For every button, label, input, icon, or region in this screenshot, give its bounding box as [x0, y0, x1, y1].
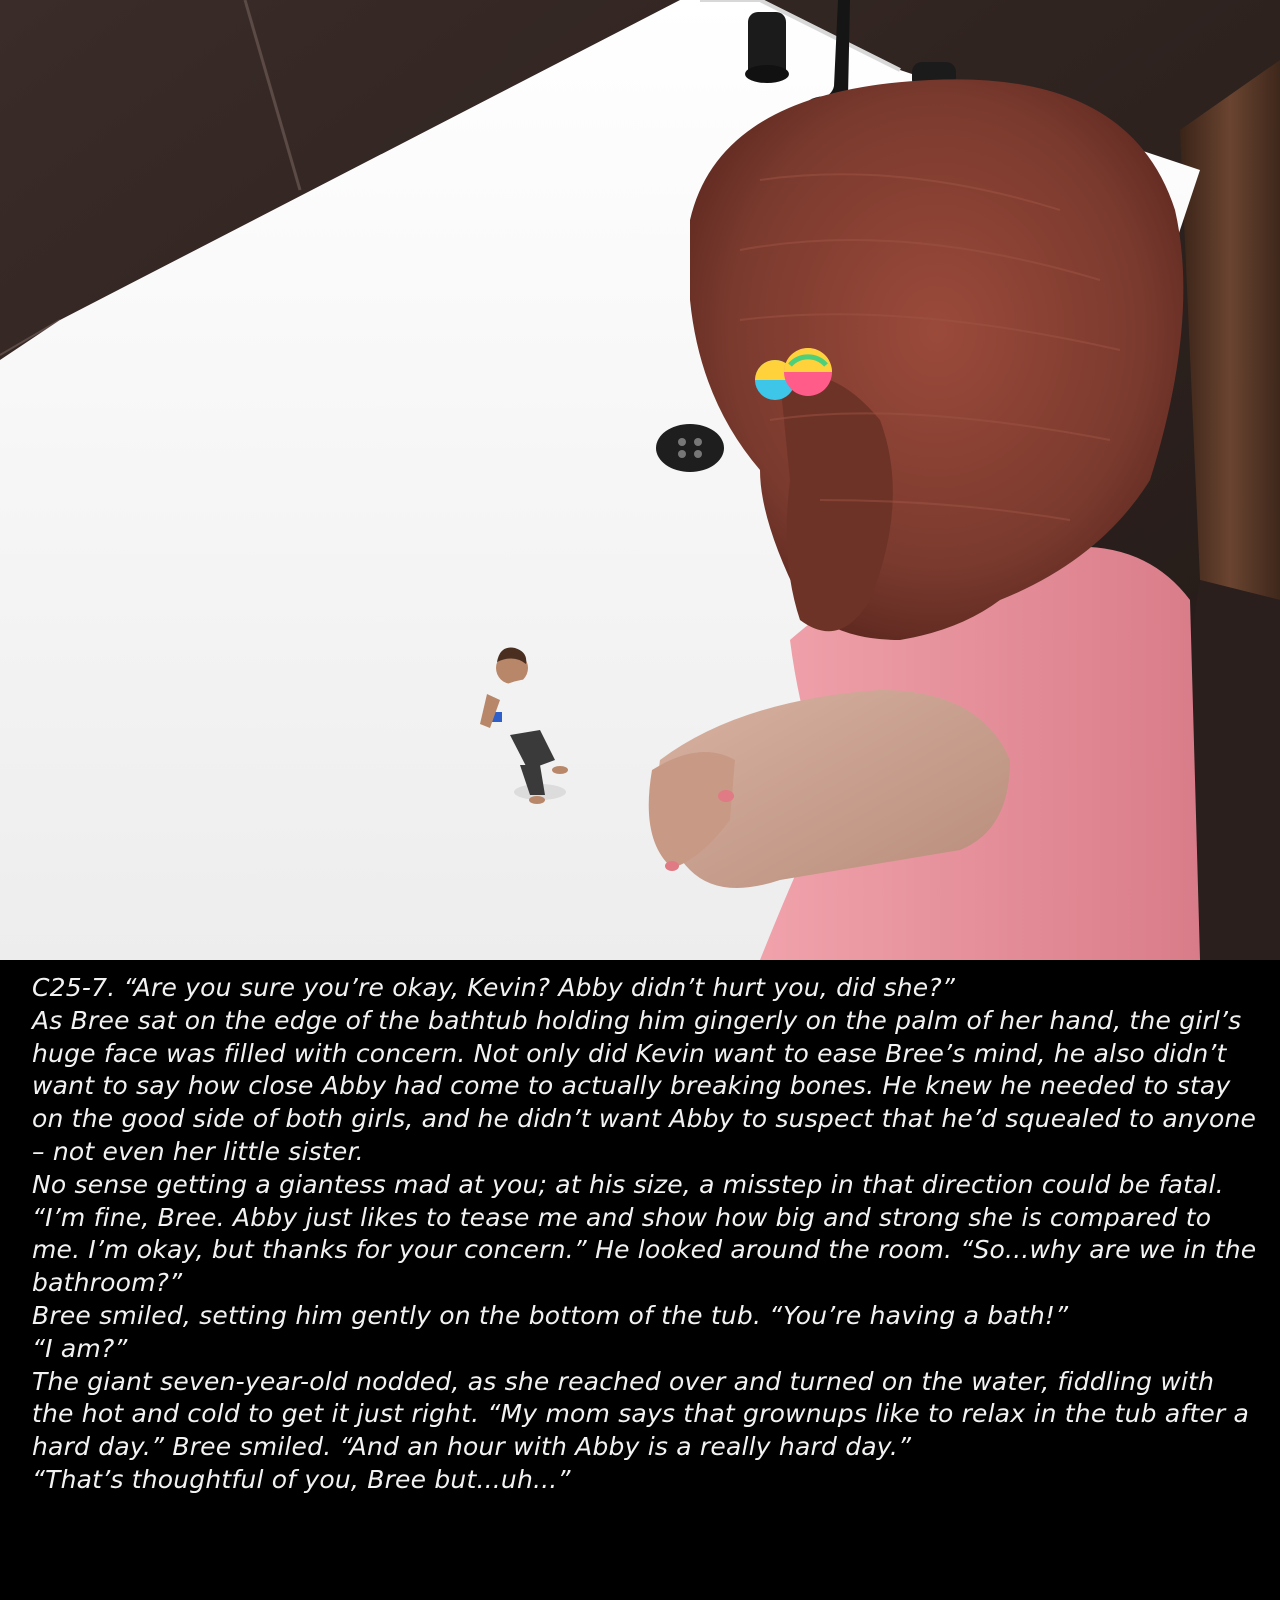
fingernail: [718, 790, 734, 802]
drain-icon: [656, 424, 724, 472]
caption-paragraph: C25-7. “Are you sure you’re okay, Kevin? Abby didn’t hurt you, did she?”: [32, 973, 956, 1002]
caption-paragraph: The giant seven-year-old nodded, as she reached over and turned on the water, fiddling with the hot and cold to get it just right. “My mom says that grownups like to relax in the tub after a hard day.” Bree smiled. “And an hour with Abby is a really hard day.”: [32, 1366, 1250, 1462]
story-caption: [32, 972, 1258, 1497]
fingernail: [665, 861, 679, 871]
caption-paragraph: As Bree sat on the edge of the bathtub holding him gingerly on the palm of her hand, the girl’s huge face was filled with concern. Not only did Kevin want to ease Bree’s mind, he also didn’t want to say how close Abby had come to actually breaking bones. He knew he needed to stay on the good side of both girls, and he didn’t want Abby to suspect that he’d squealed to anyone – not even her little sister.: [32, 1005, 1257, 1166]
caption-paragraph: Bree smiled, setting him gently on the bottom of the tub. “You’re having a bath!”: [32, 1300, 1069, 1330]
caption-paragraph: “I’m fine, Bree. Abby just likes to tease me and show how big and strong she is compared to me. I’m okay, but thanks for your concern.” He looked around the room. “So...why are we in the bathroom?”: [32, 1202, 1257, 1298]
caption-paragraph: “That’s thoughtful of you, Bree but...uh...”: [32, 1464, 571, 1494]
caption-paragraph: “I am?”: [32, 1333, 128, 1363]
caption-paragraph: No sense getting a giantess mad at you; at his size, a misstep in that direction could be fatal.: [32, 1169, 1224, 1199]
